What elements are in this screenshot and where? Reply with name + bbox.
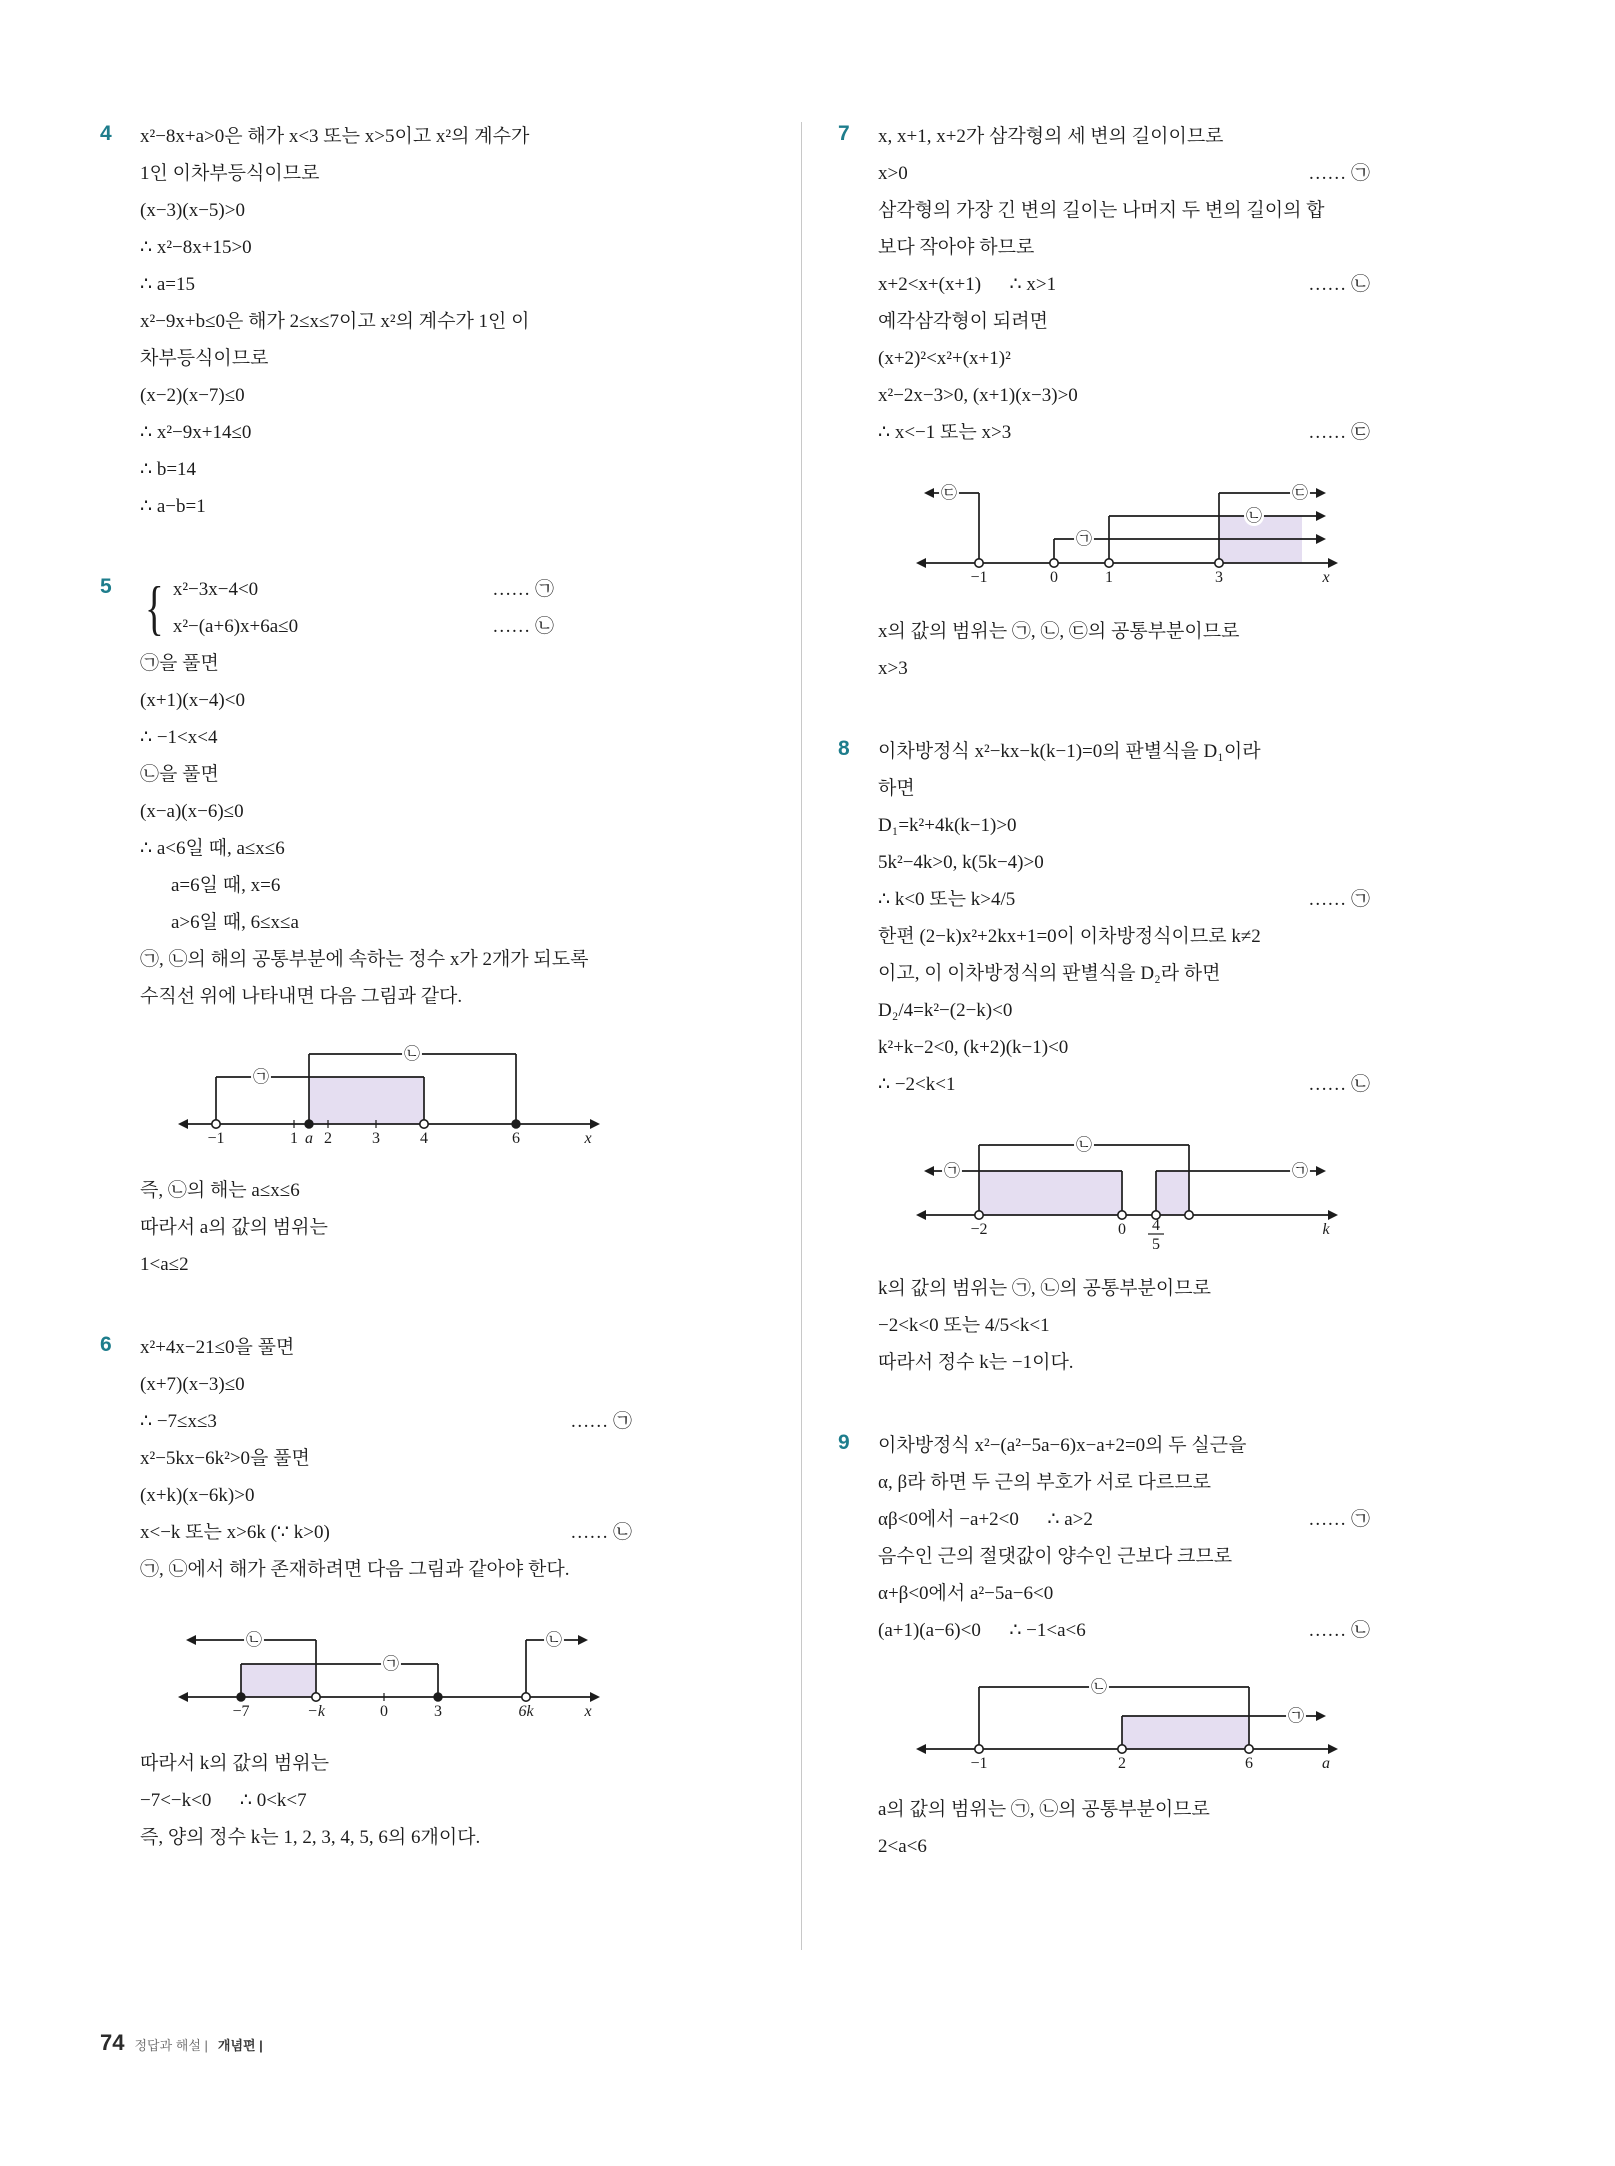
line-text: 이차방정식 x²−(a²−5a−6)x−a+2=0의 두 실근을: [878, 1435, 1247, 1456]
solution-line: [140, 904, 762, 941]
interval-label: ㉠: [1287, 1708, 1305, 1725]
interval-label: ㉡: [1245, 508, 1263, 525]
axis-label: x: [584, 1703, 592, 1720]
solution-line: [140, 941, 762, 978]
line-text: 하면: [878, 778, 915, 799]
reference-tag: …… ㉠: [1308, 889, 1370, 910]
column-divider: [801, 122, 802, 1950]
solution-line: [173, 571, 560, 608]
solution-line: [878, 650, 1520, 687]
line-text: 이차방정식 x²−kx−k(k−1)=0의 판별식을 D₁이라: [878, 741, 1261, 762]
number-line-diagram: [904, 463, 1354, 603]
problem-number: 9: [838, 1431, 850, 1454]
line-text: (a+1)(a−6)<0 ∴ −1<a<6: [878, 1620, 1086, 1641]
line-text: ∴ a−b=1: [140, 496, 206, 517]
line-text: a>6일 때, 6≤x≤a: [171, 912, 299, 933]
line-text: ㉠, ㉡의 해의 공통부분에 속하는 정수 x가 2개가 되도록: [140, 949, 589, 970]
tick-label: 0: [1050, 569, 1058, 586]
reference-tag: …… ㉡: [1308, 1074, 1370, 1095]
solution-line: [878, 733, 1520, 770]
line-text: k²+k−2<0, (k+2)(k−1)<0: [878, 1037, 1069, 1058]
interval-label: ㉡: [1090, 1679, 1108, 1696]
solution-lines: [878, 1427, 1520, 1649]
tick-label: −2: [970, 1221, 988, 1238]
line-text: x²−5kx−6k²>0을 풀면: [140, 1448, 310, 1469]
solution-line: [140, 682, 762, 719]
problem-body: [140, 571, 762, 1283]
tick-label: 1: [290, 1130, 298, 1147]
line-text: 따라서 정수 k는 −1이다.: [878, 1352, 1074, 1373]
solution-line: [140, 1819, 762, 1856]
interval-label: ㉢: [940, 485, 958, 502]
problem-body: [878, 733, 1520, 1381]
line-text: ∴ −1<x<4: [140, 727, 218, 748]
reference-tag: …… ㉡: [1308, 274, 1370, 295]
problem-number: 5: [100, 575, 112, 598]
solution-line: [878, 1029, 1520, 1066]
solution-line: [140, 1477, 762, 1514]
line-text: αβ<0에서 −a+2<0 ∴ a>2: [878, 1509, 1093, 1530]
problem-number: 6: [100, 1333, 112, 1356]
number-line-diagram: [166, 1600, 616, 1735]
solution-line: [140, 1329, 762, 1366]
reference-tag: …… ㉠: [1308, 1509, 1370, 1530]
problem-6: [100, 1329, 762, 1856]
line-text: a=6일 때, x=6: [171, 875, 281, 896]
tick-label: a: [305, 1130, 313, 1147]
solution-line: [140, 1514, 762, 1551]
solution-line: [878, 770, 1520, 807]
interval-label: ㉠: [252, 1069, 270, 1086]
tick-label: 2: [324, 1130, 332, 1147]
solution-line: [878, 377, 1520, 414]
solution-line: [140, 488, 762, 525]
line-text: 1<a≤2: [140, 1254, 189, 1275]
solution-line: [140, 1172, 762, 1209]
line-text: x, x+1, x+2가 삼각형의 세 변의 길이이므로: [878, 126, 1224, 147]
line-text: 2<a<6: [878, 1836, 927, 1857]
tick-label: 3: [372, 1130, 380, 1147]
line-text: −7<−k<0 ∴ 0<k<7: [140, 1790, 307, 1811]
solution-lines: [140, 118, 762, 525]
column-left: [100, 118, 762, 1902]
number-line-diagram: [166, 1027, 616, 1162]
tick-label: 6k: [518, 1703, 534, 1720]
tick-label: −7: [232, 1703, 250, 1720]
tick-label: −1: [970, 1755, 988, 1772]
footer-label: 정답과 해설 |: [134, 2038, 208, 2053]
line-text: 따라서 a의 값의 범위는: [140, 1217, 328, 1238]
solution-line: [140, 645, 762, 682]
solution-line: [140, 1782, 762, 1819]
line-text: 차부등식이므로: [140, 348, 269, 369]
solution-line: [878, 1344, 1520, 1381]
line-text: 5k²−4k>0, k(5k−4)>0: [878, 852, 1044, 873]
solution-line: [878, 613, 1520, 650]
solution-line: [878, 1501, 1520, 1538]
line-text: x>0: [878, 163, 908, 184]
line-text: ∴ x²−8x+15>0: [140, 237, 252, 258]
line-text: ㉠, ㉡에서 해가 존재하려면 다음 그림과 같아야 한다.: [140, 1559, 570, 1580]
tick-label: 4: [420, 1130, 428, 1147]
line-text: (x−a)(x−6)≤0: [140, 801, 244, 822]
reference-tag: …… ㉠: [1308, 163, 1370, 184]
solution-line: [140, 756, 762, 793]
line-text: 예각삼각형이 되려면: [878, 311, 1048, 332]
interval-label: ㉡: [403, 1046, 421, 1063]
solution-lines: [140, 1329, 762, 1588]
reference-tag: …… ㉠: [492, 579, 554, 600]
tick-label: 1: [1105, 569, 1113, 586]
footer-label-bold: 개념편 |: [217, 2038, 263, 2053]
reference-tag: …… ㉡: [1308, 1620, 1370, 1641]
solution-lines: [878, 1270, 1520, 1381]
problem-5: [100, 571, 762, 1283]
solution-line: [140, 1209, 762, 1246]
tick-label: 6: [512, 1130, 520, 1147]
interval-label: ㉢: [1291, 485, 1309, 502]
solution-line: [140, 192, 762, 229]
number-line-diagram: [904, 1115, 1354, 1260]
solution-line: [140, 1440, 762, 1477]
solution-lines: [140, 645, 762, 1015]
line-text: ∴ x²−9x+14≤0: [140, 422, 252, 443]
solution-line: [140, 1366, 762, 1403]
line-text: 즉, ㉡의 해는 a≤x≤6: [140, 1180, 300, 1201]
tick-label: 2: [1118, 1755, 1126, 1772]
solution-line: [878, 1270, 1520, 1307]
line-text: (x+7)(x−3)≤0: [140, 1374, 245, 1395]
problem-number: 4: [100, 122, 112, 145]
solution-line: [878, 1612, 1520, 1649]
line-text: a의 값의 범위는 ㉠, ㉡의 공통부분이므로: [878, 1799, 1210, 1820]
solution-line: [140, 1551, 762, 1588]
solution-line: [140, 118, 762, 155]
interval-label: ㉠: [1291, 1163, 1309, 1180]
solution-line: [878, 1828, 1520, 1865]
line-text: 음수인 근의 절댓값이 양수인 근보다 크므로: [878, 1546, 1233, 1567]
problem-9: [838, 1427, 1520, 1865]
line-text: 이고, 이 이차방정식의 판별식을 D₂라 하면: [878, 963, 1221, 984]
tick-label: 0: [380, 1703, 388, 1720]
system-brace: {: [145, 575, 164, 641]
solution-line: [140, 830, 762, 867]
number-line-diagram: [904, 1661, 1354, 1781]
solution-line: [140, 1745, 762, 1782]
interval-label: ㉠: [382, 1656, 400, 1673]
solution-line: [878, 918, 1520, 955]
line-text: −2<k<0 또는 4/5<k<1: [878, 1315, 1050, 1336]
solution-line: [140, 266, 762, 303]
solution-line: [878, 303, 1520, 340]
solution-line: [140, 377, 762, 414]
problem-4: [100, 118, 762, 525]
fraction-denominator: 5: [1152, 1236, 1160, 1253]
solution-line: [878, 1464, 1520, 1501]
solution-line: [140, 340, 762, 377]
solution-line: [140, 1246, 762, 1283]
line-text: (x+2)²<x²+(x+1)²: [878, 348, 1011, 369]
axis-label: x: [584, 1130, 592, 1147]
line-text: ㉡을 풀면: [140, 764, 219, 785]
solution-line: [878, 1575, 1520, 1612]
line-text: x²−2x−3>0, (x+1)(x−3)>0: [878, 385, 1078, 406]
solution-line: [878, 807, 1520, 844]
system-lines: [173, 571, 560, 645]
solution-line: [878, 1307, 1520, 1344]
solution-line: [878, 1066, 1520, 1103]
solution-line: [878, 155, 1520, 192]
line-text: 한편 (2−k)x²+2kx+1=0이 이차방정식이므로 k≠2: [878, 926, 1261, 947]
page-number: 74: [100, 2030, 125, 2055]
solution-lines: [878, 118, 1520, 451]
solution-line: [173, 608, 560, 645]
solution-line: [140, 229, 762, 266]
solution-line: [878, 1427, 1520, 1464]
interval-label: ㉡: [1075, 1137, 1093, 1154]
solution-line: [878, 881, 1520, 918]
line-text: α, β라 하면 두 근의 부호가 서로 다르므로: [878, 1472, 1211, 1493]
line-text: D₂/4=k²−(2−k)<0: [878, 1000, 1013, 1021]
line-text: D₁=k²+4k(k−1)>0: [878, 815, 1017, 836]
line-text: ∴ b=14: [140, 459, 197, 480]
solution-line: [878, 1538, 1520, 1575]
interval-label: ㉡: [545, 1632, 563, 1649]
solution-line: [878, 1791, 1520, 1828]
problem-body: [878, 118, 1520, 687]
solution-line: [140, 414, 762, 451]
solution-line: [878, 229, 1520, 266]
line-text: ∴ −7≤x≤3: [140, 1411, 217, 1432]
problem-number: 8: [838, 737, 850, 760]
line-text: (x−2)(x−7)≤0: [140, 385, 245, 406]
axis-label: k: [1322, 1221, 1330, 1238]
solution-line: [140, 719, 762, 756]
line-text: x²−8x+a>0은 해가 x<3 또는 x>5이고 x²의 계수가: [140, 126, 530, 147]
solution-line: [878, 266, 1520, 303]
line-text: x²+4x−21≤0을 풀면: [140, 1337, 295, 1358]
tick-label: 3: [1215, 569, 1223, 586]
solution-line: [878, 192, 1520, 229]
tick-label: 6: [1245, 1755, 1253, 1772]
solution-lines: [878, 1791, 1520, 1865]
solution-lines: [878, 733, 1520, 1103]
axis-label: a: [1322, 1755, 1330, 1772]
tick-label: 0: [1118, 1221, 1126, 1238]
fraction-numerator: 4: [1152, 1217, 1160, 1234]
line-text: (x+k)(x−6k)>0: [140, 1485, 255, 1506]
axis-label: x: [1322, 569, 1330, 586]
line-text: ∴ a=15: [140, 274, 195, 295]
reference-tag: …… ㉠: [570, 1411, 632, 1432]
equation-system: [140, 571, 560, 645]
solution-line: [878, 955, 1520, 992]
line-text: ∴ x<−1 또는 x>3: [878, 422, 1012, 443]
line-text: x의 값의 범위는 ㉠, ㉡, ㉢의 공통부분이므로: [878, 621, 1240, 642]
line-text: x<−k 또는 x>6k (∵ k>0): [140, 1522, 330, 1543]
solution-line: [140, 303, 762, 340]
line-text: x²−(a+6)x+6a≤0: [172, 616, 299, 637]
solution-line: [878, 414, 1520, 451]
reference-tag: …… ㉢: [1308, 422, 1370, 443]
reference-tag: …… ㉡: [492, 616, 554, 637]
interval-label: ㉠: [1075, 531, 1093, 548]
problem-body: [878, 1427, 1520, 1865]
solution-line: [140, 1403, 762, 1440]
line-text: 따라서 k의 값의 범위는: [140, 1753, 329, 1774]
solution-line: [140, 793, 762, 830]
reference-tag: …… ㉡: [570, 1522, 632, 1543]
solution-line: [140, 867, 762, 904]
line-text: 1인 이차부등식이므로: [140, 163, 320, 184]
interval-label: ㉠: [943, 1163, 961, 1180]
tick-label: −1: [207, 1130, 225, 1147]
solution-line: [878, 844, 1520, 881]
line-text: 즉, 양의 정수 k는 1, 2, 3, 4, 5, 6의 6개이다.: [140, 1827, 481, 1848]
solution-line: [140, 978, 762, 1015]
problem-number: 7: [838, 122, 850, 145]
column-right: [838, 118, 1520, 1911]
interval-label: ㉡: [245, 1632, 263, 1649]
line-text: (x−3)(x−5)>0: [140, 200, 245, 221]
line-text: x+2<x+(x+1) ∴ x>1: [878, 274, 1057, 295]
problem-body: [140, 118, 762, 525]
line-text: (x+1)(x−4)<0: [140, 690, 245, 711]
solution-line: [140, 155, 762, 192]
line-text: x²−9x+b≤0은 해가 2≤x≤7이고 x²의 계수가 1인 이: [140, 311, 530, 332]
line-text: α+β<0에서 a²−5a−6<0: [878, 1583, 1054, 1604]
solution-lines: [140, 1172, 762, 1283]
tick-label: 3: [434, 1703, 442, 1720]
line-text: 수직선 위에 나타내면 다음 그림과 같다.: [140, 986, 463, 1007]
line-text: ㉠을 풀면: [140, 653, 219, 674]
line-text: x>3: [878, 658, 908, 679]
solution-line: [140, 451, 762, 488]
line-text: 보다 작아야 하므로: [878, 237, 1035, 258]
line-text: ∴ k<0 또는 k>4/5: [878, 889, 1016, 910]
solution-line: [878, 118, 1520, 155]
line-text: k의 값의 범위는 ㉠, ㉡의 공통부분이므로: [878, 1278, 1211, 1299]
line-text: ∴ −2<k<1: [878, 1074, 956, 1095]
solution-lines: [878, 613, 1520, 687]
line-text: x²−3x−4<0: [172, 579, 259, 600]
solution-line: [878, 992, 1520, 1029]
line-text: ∴ a<6일 때, a≤x≤6: [140, 838, 285, 859]
tick-label: −1: [970, 569, 988, 586]
solution-lines: [140, 1745, 762, 1856]
problem-7: [838, 118, 1520, 687]
tick-label: −k: [307, 1703, 325, 1720]
problem-8: [838, 733, 1520, 1381]
page-footer: [100, 2030, 263, 2056]
problem-body: [140, 1329, 762, 1856]
line-text: 삼각형의 가장 긴 변의 길이는 나머지 두 변의 길이의 합: [878, 200, 1325, 221]
solution-line: [878, 340, 1520, 377]
